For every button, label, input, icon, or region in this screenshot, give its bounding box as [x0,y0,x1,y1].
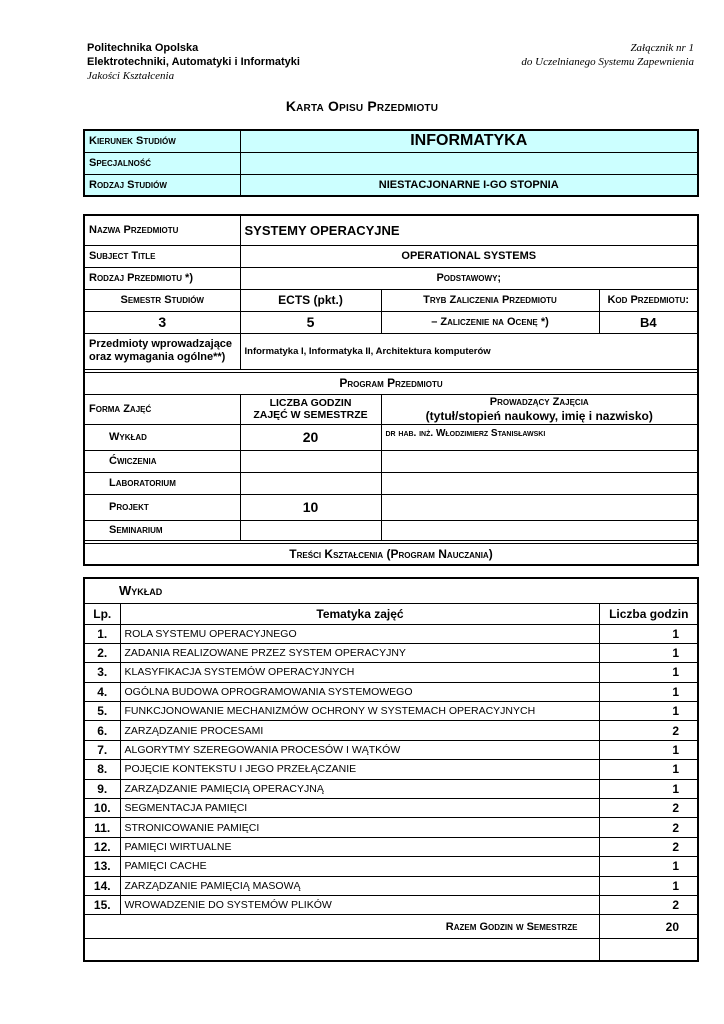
topic-title: ALGORYTMY SZEREGOWANIA PROCESÓW I WĄTKÓW [120,740,600,759]
ects-label: ECTS (pkt.) [240,289,381,311]
direction-value: INFORMATYKA [240,130,698,152]
specialty-value [240,152,698,174]
topic-title: PAMIĘCI WIRTUALNE [120,837,600,856]
topic-title: ROLA SYSTEMU OPERACYJNEGO [120,624,600,643]
table-row [84,895,698,914]
topic-number: 15. [84,895,120,914]
table-row [84,779,698,798]
topic-number: 12. [84,837,120,856]
subject-kind-value: Podstawowy; [240,267,698,289]
specialty-label: Specjalność [84,152,240,174]
topic-hours: 1 [600,643,698,662]
table-row [84,682,698,701]
topic-number: 8. [84,760,120,779]
direction-label: Kierunek Studiów [84,130,240,152]
teacher-label-line2: (tytuł/stopień naukowy, imię i nazwisko) [425,409,653,423]
topic-hours: 1 [600,702,698,721]
code-label: Kod Przedmiotu: [599,289,698,311]
program-row [84,494,698,520]
empty-row-cell [84,939,600,961]
topic-number: 4. [84,682,120,701]
total-label: Razem Godzin w Semestrze [84,915,600,939]
form-seminar: Seminarium [84,520,240,540]
topic-number: 10. [84,799,120,818]
topic-number: 7. [84,740,120,759]
annex-label: Załącznik nr 1 [630,42,694,54]
teacher-exercises [381,450,698,472]
topic-hours: 2 [600,837,698,856]
teacher-lecture: dr hab. inż. Włodzimierz Stanisławski [381,424,698,450]
code-value: B4 [599,311,698,333]
study-type-label: Rodzaj Studiów [84,174,240,196]
topic-title: OGÓLNA BUDOWA OPROGRAMOWANIA SYSTEMOWEGO [120,682,600,701]
semester-label: Semestr Studiów [84,289,240,311]
table-row [84,663,698,682]
prereq-label [84,333,240,369]
topic-hours: 1 [600,760,698,779]
study-info-table [83,129,699,197]
hours-label-line1: LICZBA GODZIN [269,397,352,409]
hours-project: 10 [240,494,381,520]
topic-hours: 2 [600,895,698,914]
table-row [84,799,698,818]
table-row [84,760,698,779]
topic-hours: 1 [600,682,698,701]
hours-exercises [240,450,381,472]
study-type-value: NIESTACJONARNE I-GO STOPNIA [240,174,698,196]
table-row [84,837,698,856]
program-row [84,520,698,540]
topic-title: ZADANIA REALIZOWANE PRZEZ SYSTEM OPERACYJNY [120,643,600,662]
topic-hours: 1 [600,624,698,643]
topic-number: 11. [84,818,120,837]
topic-title: ZARZĄDZANIE PROCESAMI [120,721,600,740]
topic-number: 3. [84,663,120,682]
topic-title: WROWADZENIE DO SYSTEMÓW PLIKÓW [120,895,600,914]
hours-seminar [240,520,381,540]
topic-number: 13. [84,857,120,876]
faculty-name: Elektrotechniki, Automatyki i Informatyki [87,56,300,68]
topic-number: 2. [84,643,120,662]
form-exercises: Ćwiczenia [84,450,240,472]
mode-label: Tryb Zaliczenia Przedmiotu [381,289,599,311]
content-title: Treści Kształcenia (Program Nauczania) [84,543,698,565]
topic-number: 14. [84,876,120,895]
hours-lecture: 20 [240,424,381,450]
teacher-label [381,394,698,424]
hours-laboratory [240,472,381,494]
teacher-project [381,494,698,520]
form-laboratory: Laboratorium [84,472,240,494]
prereq-label-line1: Przedmioty wprowadzające [89,338,233,350]
university-name: Politechnika Opolska [87,42,199,54]
table-row [84,702,698,721]
topics-table [83,577,699,962]
teacher-seminar [381,520,698,540]
teacher-label-line1: Prowadzący Zajęcia [489,396,589,408]
form-lecture: Wykład [84,424,240,450]
table-row [84,740,698,759]
topic-hours: 1 [600,779,698,798]
topic-hours: 2 [600,721,698,740]
col-no-header: Lp. [84,603,120,624]
topic-title: POJĘCIE KONTEKSTU I JEGO PRZEŁĄCZANIE [120,760,600,779]
topic-hours: 1 [600,857,698,876]
topic-hours: 2 [600,799,698,818]
topic-title: ZARZĄDZANIE PAMIĘCIĄ MASOWĄ [120,876,600,895]
prereq-value: Informatyka I, Informatyka II, Architektura komputerów [240,333,698,369]
mode-value: – Zaliczenie na Ocenę *) [381,311,599,333]
topic-title: KLASYFIKACJA SYSTEMÓW OPERACYJNYCH [120,663,600,682]
total-value: 20 [600,915,698,939]
topic-number: 6. [84,721,120,740]
program-row [84,472,698,494]
subject-table [83,214,699,566]
teacher-laboratory [381,472,698,494]
annex-subtitle: do Uczelnianego Systemu Zapewnienia [521,56,694,68]
header-right [521,41,694,69]
prereq-label-line2: oraz wymagania ogólne**) [89,351,226,363]
unit-name: Jakości Kształcenia [87,70,175,82]
topic-number: 5. [84,702,120,721]
document-title: Karta Opisu Przedmiotu [285,98,439,114]
topic-hours: 1 [600,663,698,682]
topic-hours: 2 [600,818,698,837]
form-label: Forma Zajęć [84,394,240,424]
subject-title-value: OPERATIONAL SYSTEMS [240,245,698,267]
subject-name-label: Nazwa Przedmiotu [84,215,240,245]
form-project: Projekt [84,494,240,520]
topic-title: FUNKCJONOWANIE MECHANIZMÓW OCHRONY W SYSTEMACH OPERACYJNYCH [120,702,600,721]
table-row [84,818,698,837]
ects-value: 5 [240,311,381,333]
empty-row-cell [600,939,698,961]
program-row [84,450,698,472]
topic-hours: 1 [600,876,698,895]
col-topic-header: Tematyka zajęć [120,603,600,624]
subject-name-value: SYSTEMY OPERACYJNE [240,215,698,245]
table-row [84,857,698,876]
lecture-heading: Wykład [84,578,698,603]
topic-number: 1. [84,624,120,643]
topic-title: STRONICOWANIE PAMIĘCI [120,818,600,837]
topic-title: SEGMENTACJA PAMIĘCI [120,799,600,818]
table-row [84,876,698,895]
col-hours-header: Liczba godzin [600,603,698,624]
table-row [84,624,698,643]
hours-label-line2: ZAJĘĆ W SEMESTRZE [253,409,368,421]
table-row [84,643,698,662]
table-row [84,721,698,740]
subject-title-label: Subject Title [84,245,240,267]
subject-kind-label: Rodzaj Przedmiotu *) [84,267,240,289]
topic-hours: 1 [600,740,698,759]
topic-title: ZARZĄDZANIE PAMIĘCIĄ OPERACYJNĄ [120,779,600,798]
topic-title: PAMIĘCI CACHE [120,857,600,876]
semester-value: 3 [84,311,240,333]
program-title: Program Przedmiotu [84,372,698,394]
hours-label [240,394,381,424]
topic-number: 9. [84,779,120,798]
header-left [87,41,300,83]
program-row [84,424,698,450]
